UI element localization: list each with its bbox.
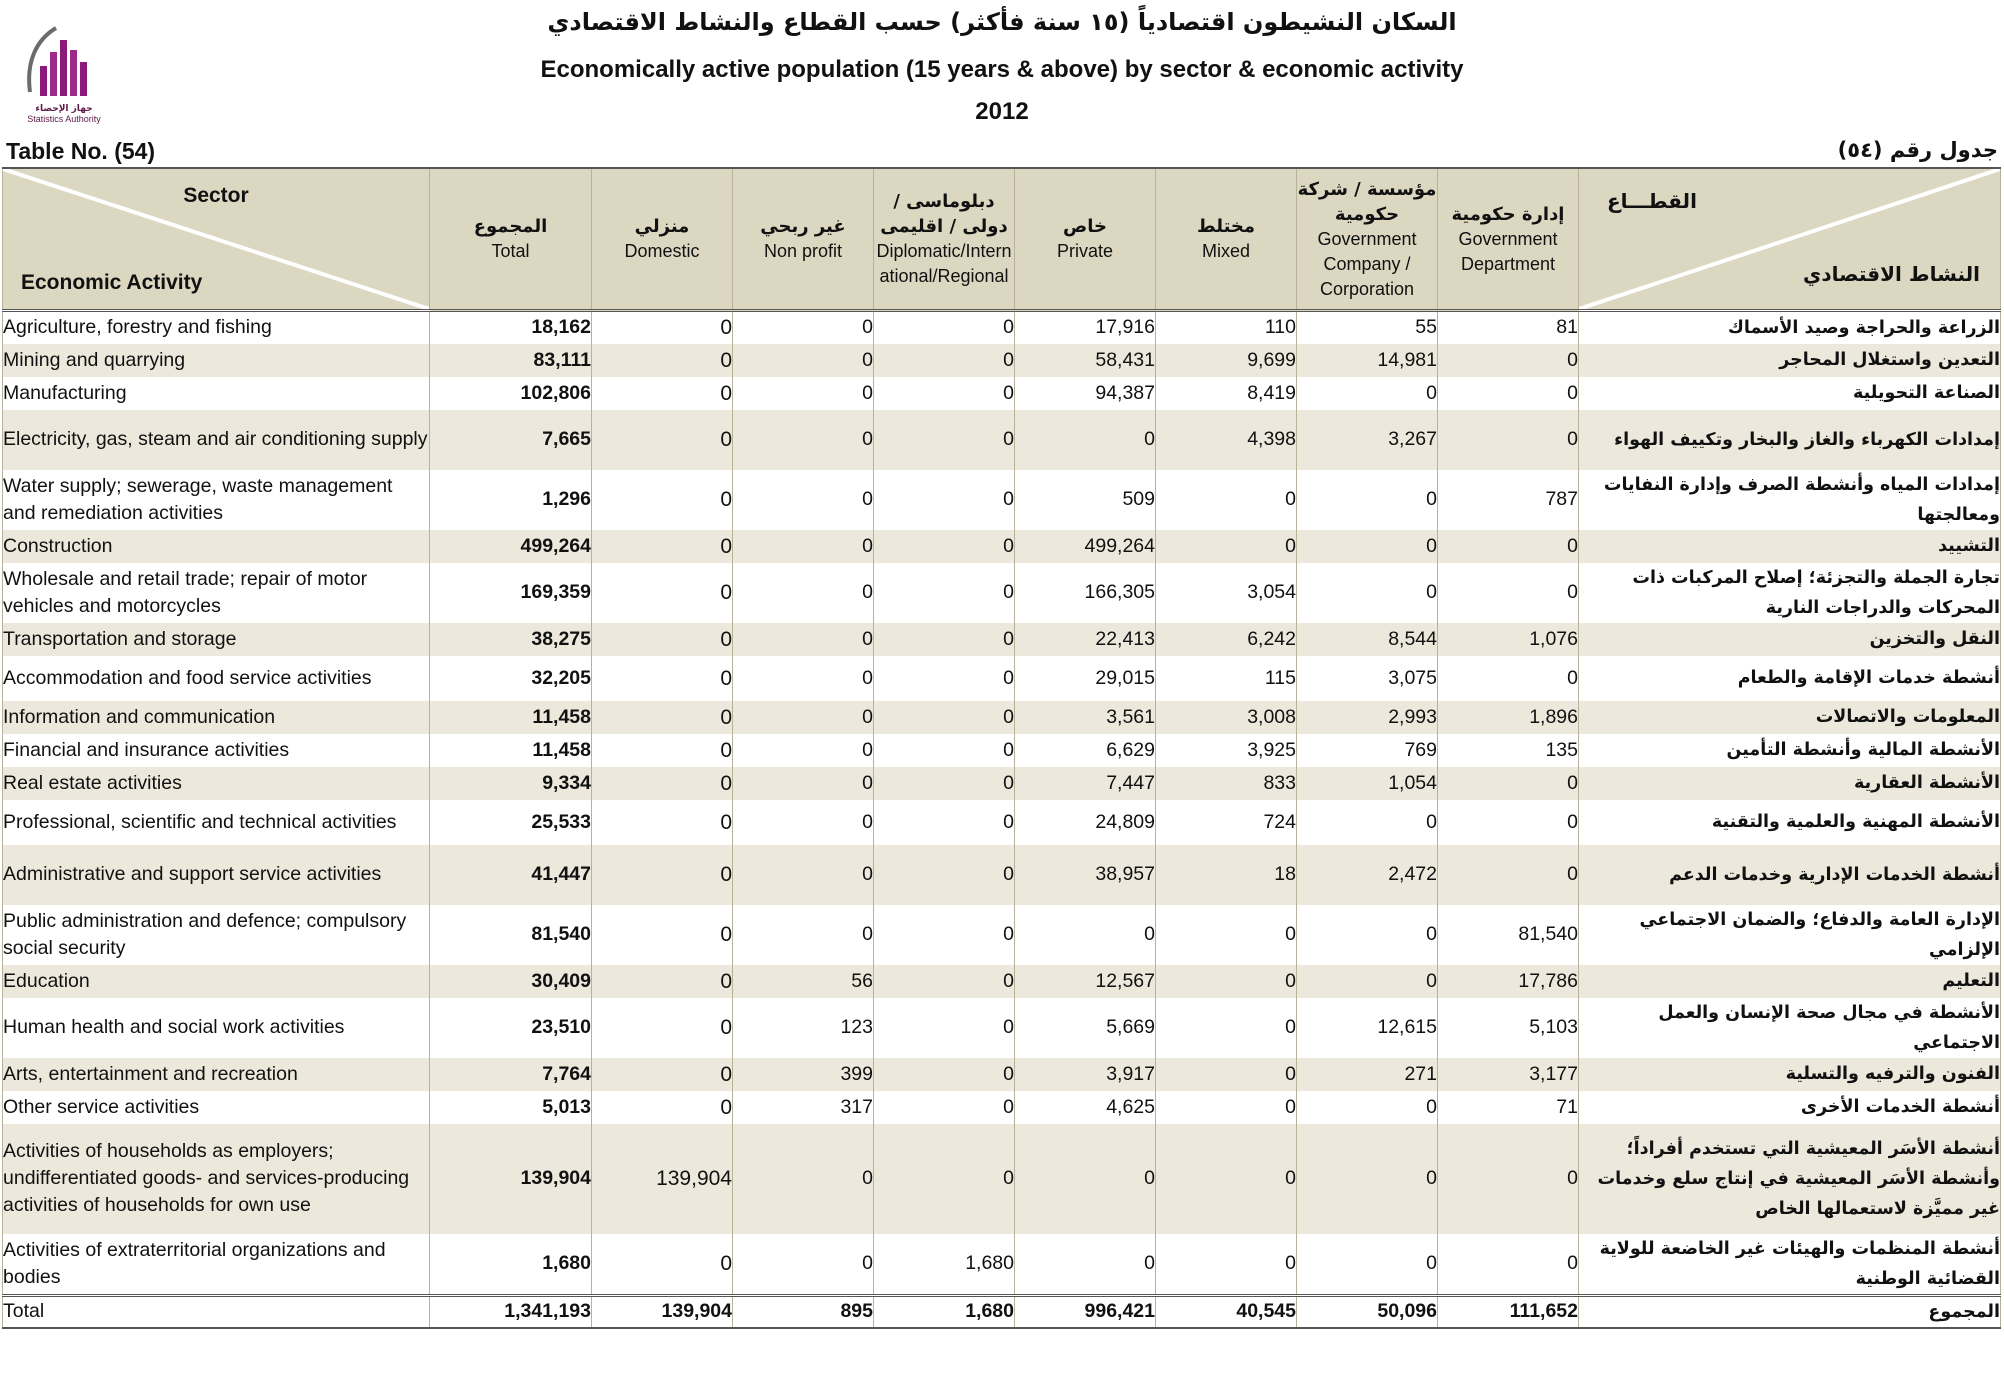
table-row bbox=[3, 767, 2001, 800]
govco-cell: 0 bbox=[1297, 1124, 1438, 1234]
govco-cell: 271 bbox=[1297, 1058, 1438, 1091]
nonprofit-column-header: غير ربحي Non profit bbox=[733, 168, 874, 311]
private-cell: 6,629 bbox=[1015, 734, 1156, 767]
table-row bbox=[3, 344, 2001, 377]
mixed-cell: 115 bbox=[1156, 656, 1297, 701]
activity-name: Public administration and defence; compulsory social security bbox=[3, 905, 430, 965]
total-govdept-cell: 111,652 bbox=[1438, 1295, 1579, 1328]
nonprofit-cell: 0 bbox=[733, 656, 874, 701]
diplomatic-cell: 0 bbox=[874, 656, 1015, 701]
table-row bbox=[3, 998, 2001, 1058]
gov-department-column-header: إدارة حكومية Government Department bbox=[1438, 168, 1579, 311]
activity-name-arabic: أنشطة خدمات الإقامة والطعام bbox=[1579, 656, 2001, 701]
diplomatic-cell: 0 bbox=[874, 734, 1015, 767]
total-label-arabic: المجموع bbox=[1579, 1295, 2001, 1328]
activity-name-arabic: النقل والتخزين bbox=[1579, 623, 2001, 656]
total-cell: 38,275 bbox=[430, 623, 592, 656]
activity-name-arabic: أنشطة المنظمات والهيئات غير الخاضعة للولاية القضائية الوطنية bbox=[1579, 1234, 2001, 1296]
sector-label: Sector bbox=[183, 184, 249, 207]
mixed-cell: 3,008 bbox=[1156, 701, 1297, 734]
table-row bbox=[3, 1091, 2001, 1124]
total-cell: 139,904 bbox=[430, 1124, 592, 1234]
activity-name: Water supply; sewerage, waste management and remediation activities bbox=[3, 470, 430, 530]
diplomatic-cell: 0 bbox=[874, 1091, 1015, 1124]
domestic-cell: 0 bbox=[592, 470, 733, 530]
mixed-cell: 0 bbox=[1156, 530, 1297, 563]
diplomatic-cell: 0 bbox=[874, 767, 1015, 800]
private-cell: 4,625 bbox=[1015, 1091, 1156, 1124]
activity-name-arabic: الأنشطة العقارية bbox=[1579, 767, 2001, 800]
mixed-cell: 8,419 bbox=[1156, 377, 1297, 410]
diplomatic-cell: 0 bbox=[874, 377, 1015, 410]
activity-name-arabic: الأنشطة المالية وأنشطة التأمين bbox=[1579, 734, 2001, 767]
private-cell: 0 bbox=[1015, 905, 1156, 965]
govdept-cell: 17,786 bbox=[1438, 965, 1579, 998]
table-row bbox=[3, 1124, 2001, 1234]
diplomatic-cell: 0 bbox=[874, 410, 1015, 470]
domestic-cell: 0 bbox=[592, 905, 733, 965]
domestic-cell: 0 bbox=[592, 845, 733, 905]
govdept-cell: 787 bbox=[1438, 470, 1579, 530]
domestic-cell: 0 bbox=[592, 1091, 733, 1124]
total-cell: 25,533 bbox=[430, 800, 592, 845]
total-cell: 32,205 bbox=[430, 656, 592, 701]
domestic-cell: 139,904 bbox=[592, 1124, 733, 1234]
header-row bbox=[3, 168, 2001, 311]
nonprofit-cell: 123 bbox=[733, 998, 874, 1058]
mixed-cell: 3,925 bbox=[1156, 734, 1297, 767]
nonprofit-cell: 0 bbox=[733, 800, 874, 845]
govdept-cell: 1,076 bbox=[1438, 623, 1579, 656]
table-number-arabic: جدول رقم (٥٤) bbox=[1837, 138, 1998, 162]
nonprofit-cell: 0 bbox=[733, 377, 874, 410]
diplomatic-cell: 0 bbox=[874, 998, 1015, 1058]
govco-cell: 2,472 bbox=[1297, 845, 1438, 905]
activity-name-arabic: الفنون والترفيه والتسلية bbox=[1579, 1058, 2001, 1091]
economic-activity-label-arabic: النشاط الاقتصادي bbox=[1803, 262, 1980, 286]
nonprofit-cell: 0 bbox=[733, 767, 874, 800]
table-row bbox=[3, 1058, 2001, 1091]
govdept-cell: 5,103 bbox=[1438, 998, 1579, 1058]
private-cell: 499,264 bbox=[1015, 530, 1156, 563]
nonprofit-cell: 0 bbox=[733, 410, 874, 470]
activity-name-arabic: الأنشطة في مجال صحة الإنسان والعمل الاجتماعي bbox=[1579, 998, 2001, 1058]
total-cell: 9,334 bbox=[430, 767, 592, 800]
activity-name: Agriculture, forestry and fishing bbox=[3, 311, 430, 344]
govco-cell: 1,054 bbox=[1297, 767, 1438, 800]
private-cell: 0 bbox=[1015, 1124, 1156, 1234]
diplomatic-cell: 0 bbox=[874, 905, 1015, 965]
total-cell: 41,447 bbox=[430, 845, 592, 905]
nonprofit-cell: 0 bbox=[733, 311, 874, 344]
domestic-cell: 0 bbox=[592, 800, 733, 845]
activity-name-arabic: تجارة الجملة والتجزئة؛ إصلاح المركبات ذات المحركات والدراجات النارية bbox=[1579, 563, 2001, 623]
activity-name: Professional, scientific and technical activities bbox=[3, 800, 430, 845]
private-cell: 12,567 bbox=[1015, 965, 1156, 998]
private-cell: 0 bbox=[1015, 1234, 1156, 1296]
activity-name-arabic: التعليم bbox=[1579, 965, 2001, 998]
govco-cell: 0 bbox=[1297, 563, 1438, 623]
activity-name: Administrative and support service activities bbox=[3, 845, 430, 905]
govdept-cell: 0 bbox=[1438, 377, 1579, 410]
private-cell: 29,015 bbox=[1015, 656, 1156, 701]
activity-name-arabic: أنشطة الأسَر المعيشية التي تستخدم أفراداً؛ وأنشطة الأسَر المعيشية في إنتاج سلع وخدمات غير مميَّزة لاستعمالها الخاص bbox=[1579, 1124, 2001, 1234]
table-row bbox=[3, 845, 2001, 905]
activity-name: Other service activities bbox=[3, 1091, 430, 1124]
mixed-cell: 18 bbox=[1156, 845, 1297, 905]
mixed-cell: 3,054 bbox=[1156, 563, 1297, 623]
total-govco-cell: 50,096 bbox=[1297, 1295, 1438, 1328]
govco-cell: 8,544 bbox=[1297, 623, 1438, 656]
domestic-cell: 0 bbox=[592, 623, 733, 656]
domestic-cell: 0 bbox=[592, 563, 733, 623]
activity-name: Arts, entertainment and recreation bbox=[3, 1058, 430, 1091]
govdept-cell: 135 bbox=[1438, 734, 1579, 767]
diplomatic-cell: 0 bbox=[874, 1124, 1015, 1234]
logo-caption: جهاز الإحصاء Statistics Authority bbox=[27, 104, 101, 124]
private-cell: 17,916 bbox=[1015, 311, 1156, 344]
private-cell: 3,561 bbox=[1015, 701, 1156, 734]
private-cell: 0 bbox=[1015, 410, 1156, 470]
diplomatic-cell: 1,680 bbox=[874, 1234, 1015, 1296]
activity-name: Construction bbox=[3, 530, 430, 563]
mixed-cell: 0 bbox=[1156, 470, 1297, 530]
total-cell: 1,296 bbox=[430, 470, 592, 530]
table-row bbox=[3, 734, 2001, 767]
nonprofit-cell: 0 bbox=[733, 734, 874, 767]
total-cell: 499,264 bbox=[430, 530, 592, 563]
diplomatic-cell: 0 bbox=[874, 965, 1015, 998]
table-row bbox=[3, 623, 2001, 656]
nonprofit-cell: 0 bbox=[733, 344, 874, 377]
govco-cell: 0 bbox=[1297, 905, 1438, 965]
diplomatic-cell: 0 bbox=[874, 800, 1015, 845]
activity-name-arabic: التعدين واستغلال المحاجر bbox=[1579, 344, 2001, 377]
activity-name: Electricity, gas, steam and air conditioning supply bbox=[3, 410, 430, 470]
activity-name: Wholesale and retail trade; repair of motor vehicles and motorcycles bbox=[3, 563, 430, 623]
total-nonprofit-cell: 895 bbox=[733, 1295, 874, 1328]
govco-cell: 0 bbox=[1297, 377, 1438, 410]
title-arabic: السكان النشيطون اقتصادياً (١٥ سنة فأكثر) حسب القطاع والنشاط الاقتصادي bbox=[547, 8, 1457, 36]
private-cell: 509 bbox=[1015, 470, 1156, 530]
domestic-cell: 0 bbox=[592, 344, 733, 377]
total-cell: 11,458 bbox=[430, 701, 592, 734]
domestic-cell: 0 bbox=[592, 530, 733, 563]
govdept-cell: 0 bbox=[1438, 767, 1579, 800]
private-cell: 166,305 bbox=[1015, 563, 1156, 623]
private-cell: 3,917 bbox=[1015, 1058, 1156, 1091]
table-row bbox=[3, 377, 2001, 410]
mixed-cell: 0 bbox=[1156, 1234, 1297, 1296]
nonprofit-cell: 317 bbox=[733, 1091, 874, 1124]
domestic-cell: 0 bbox=[592, 410, 733, 470]
diplomatic-cell: 0 bbox=[874, 845, 1015, 905]
mixed-cell: 0 bbox=[1156, 1058, 1297, 1091]
govdept-cell: 3,177 bbox=[1438, 1058, 1579, 1091]
table-row bbox=[3, 563, 2001, 623]
activity-name: Activities of households as employers; undifferentiated goods- and services-producing activities of households for own use bbox=[3, 1124, 430, 1234]
nonprofit-cell: 0 bbox=[733, 701, 874, 734]
table-row bbox=[3, 530, 2001, 563]
activity-name: Manufacturing bbox=[3, 377, 430, 410]
nonprofit-cell: 0 bbox=[733, 1234, 874, 1296]
govdept-cell: 0 bbox=[1438, 530, 1579, 563]
govdept-cell: 0 bbox=[1438, 845, 1579, 905]
govdept-cell: 1,896 bbox=[1438, 701, 1579, 734]
activity-name: Financial and insurance activities bbox=[3, 734, 430, 767]
diplomatic-cell: 0 bbox=[874, 470, 1015, 530]
activity-name: Education bbox=[3, 965, 430, 998]
total-cell: 30,409 bbox=[430, 965, 592, 998]
total-cell: 23,510 bbox=[430, 998, 592, 1058]
total-diplomatic-cell: 1,680 bbox=[874, 1295, 1015, 1328]
govco-cell: 3,075 bbox=[1297, 656, 1438, 701]
private-cell: 94,387 bbox=[1015, 377, 1156, 410]
activity-name: Real estate activities bbox=[3, 767, 430, 800]
total-mixed-cell: 40,545 bbox=[1156, 1295, 1297, 1328]
total-row bbox=[3, 1295, 2001, 1328]
mixed-cell: 0 bbox=[1156, 998, 1297, 1058]
activity-name-arabic: التشييد bbox=[1579, 530, 2001, 563]
private-cell: 22,413 bbox=[1015, 623, 1156, 656]
economic-activity-label: Economic Activity bbox=[21, 271, 203, 294]
private-cell: 58,431 bbox=[1015, 344, 1156, 377]
govco-cell: 769 bbox=[1297, 734, 1438, 767]
private-cell: 38,957 bbox=[1015, 845, 1156, 905]
total-cell: 7,665 bbox=[430, 410, 592, 470]
govco-cell: 0 bbox=[1297, 965, 1438, 998]
total-cell: 5,013 bbox=[430, 1091, 592, 1124]
sector-activity-header bbox=[3, 168, 430, 311]
total-cell: 7,764 bbox=[430, 1058, 592, 1091]
nonprofit-cell: 399 bbox=[733, 1058, 874, 1091]
activity-name: Mining and quarrying bbox=[3, 344, 430, 377]
nonprofit-cell: 0 bbox=[733, 1124, 874, 1234]
domestic-cell: 0 bbox=[592, 1234, 733, 1296]
domestic-cell: 0 bbox=[592, 311, 733, 344]
data-table bbox=[2, 167, 2001, 1329]
govdept-cell: 0 bbox=[1438, 410, 1579, 470]
private-cell: 7,447 bbox=[1015, 767, 1156, 800]
private-column-header: خاص Private bbox=[1015, 168, 1156, 311]
table-row bbox=[3, 470, 2001, 530]
title-year: 2012 bbox=[975, 98, 1029, 125]
mixed-cell: 0 bbox=[1156, 1091, 1297, 1124]
domestic-cell: 0 bbox=[592, 656, 733, 701]
activity-name-arabic: الأنشطة المهنية والعلمية والتقنية bbox=[1579, 800, 2001, 845]
diplomatic-cell: 0 bbox=[874, 344, 1015, 377]
private-cell: 24,809 bbox=[1015, 800, 1156, 845]
domestic-cell: 0 bbox=[592, 965, 733, 998]
mixed-column-header: مختلط Mixed bbox=[1156, 168, 1297, 311]
total-cell: 102,806 bbox=[430, 377, 592, 410]
activity-name: Human health and social work activities bbox=[3, 998, 430, 1058]
mixed-cell: 0 bbox=[1156, 1124, 1297, 1234]
activity-name-arabic: الصناعة التحويلية bbox=[1579, 377, 2001, 410]
table-number-english: Table No. (54) bbox=[6, 138, 156, 164]
domestic-cell: 0 bbox=[592, 767, 733, 800]
total-cell: 1,680 bbox=[430, 1234, 592, 1296]
table-row bbox=[3, 701, 2001, 734]
activity-name: Accommodation and food service activities bbox=[3, 656, 430, 701]
nonprofit-cell: 0 bbox=[733, 470, 874, 530]
govco-cell: 0 bbox=[1297, 1091, 1438, 1124]
activity-name-arabic: إمدادات الكهرباء والغاز والبخار وتكييف الهواء bbox=[1579, 410, 2001, 470]
nonprofit-cell: 0 bbox=[733, 623, 874, 656]
table-row bbox=[3, 1234, 2001, 1296]
govco-cell: 0 bbox=[1297, 1234, 1438, 1296]
diplomatic-cell: 0 bbox=[874, 530, 1015, 563]
govdept-cell: 0 bbox=[1438, 563, 1579, 623]
activity-name-arabic: المعلومات والاتصالات bbox=[1579, 701, 2001, 734]
govdept-cell: 0 bbox=[1438, 1234, 1579, 1296]
activity-name: Transportation and storage bbox=[3, 623, 430, 656]
govco-cell: 14,981 bbox=[1297, 344, 1438, 377]
nonprofit-cell: 56 bbox=[733, 965, 874, 998]
nonprofit-cell: 0 bbox=[733, 530, 874, 563]
total-cell: 11,458 bbox=[430, 734, 592, 767]
domestic-column-header: منزلي Domestic bbox=[592, 168, 733, 311]
total-cell: 169,359 bbox=[430, 563, 592, 623]
mixed-cell: 110 bbox=[1156, 311, 1297, 344]
table-row bbox=[3, 905, 2001, 965]
domestic-cell: 0 bbox=[592, 998, 733, 1058]
govdept-cell: 71 bbox=[1438, 1091, 1579, 1124]
table-row bbox=[3, 656, 2001, 701]
govdept-cell: 0 bbox=[1438, 656, 1579, 701]
mixed-cell: 0 bbox=[1156, 965, 1297, 998]
govdept-cell: 81 bbox=[1438, 311, 1579, 344]
diplomatic-cell: 0 bbox=[874, 623, 1015, 656]
domestic-cell: 0 bbox=[592, 701, 733, 734]
activity-name-arabic: أنشطة الخدمات الإدارية وخدمات الدعم bbox=[1579, 845, 2001, 905]
mixed-cell: 6,242 bbox=[1156, 623, 1297, 656]
domestic-cell: 0 bbox=[592, 1058, 733, 1091]
govco-cell: 0 bbox=[1297, 470, 1438, 530]
mixed-cell: 833 bbox=[1156, 767, 1297, 800]
diplomatic-column-header: دبلوماسى / دولى / اقليمى Diplomatic/International/Regional bbox=[874, 168, 1015, 311]
nonprofit-cell: 0 bbox=[733, 563, 874, 623]
table-row bbox=[3, 800, 2001, 845]
nonprofit-cell: 0 bbox=[733, 845, 874, 905]
gov-company-column-header: مؤسسة / شركة حكومية Government Company / Corporation bbox=[1297, 168, 1438, 311]
govco-cell: 0 bbox=[1297, 530, 1438, 563]
govco-cell: 12,615 bbox=[1297, 998, 1438, 1058]
mixed-cell: 724 bbox=[1156, 800, 1297, 845]
activity-name-arabic: الزراعة والحراجة وصيد الأسماك bbox=[1579, 311, 2001, 344]
domestic-cell: 0 bbox=[592, 734, 733, 767]
total-cell: 18,162 bbox=[430, 311, 592, 344]
table-row bbox=[3, 965, 2001, 998]
total-domestic-cell: 139,904 bbox=[592, 1295, 733, 1328]
activity-name: Activities of extraterritorial organizations and bodies bbox=[3, 1234, 430, 1296]
title-english: Economically active population (15 years & above) by sector & economic activity bbox=[540, 56, 1464, 83]
govdept-cell: 81,540 bbox=[1438, 905, 1579, 965]
table-row bbox=[3, 311, 2001, 344]
nonprofit-cell: 0 bbox=[733, 905, 874, 965]
activity-name-arabic: إمدادات المياه وأنشطة الصرف وإدارة النفايات ومعالجتها bbox=[1579, 470, 2001, 530]
govco-cell: 3,267 bbox=[1297, 410, 1438, 470]
private-cell: 5,669 bbox=[1015, 998, 1156, 1058]
total-total-cell: 1,341,193 bbox=[430, 1295, 592, 1328]
mixed-cell: 0 bbox=[1156, 905, 1297, 965]
govdept-cell: 0 bbox=[1438, 1124, 1579, 1234]
total-label: Total bbox=[3, 1295, 430, 1328]
total-cell: 81,540 bbox=[430, 905, 592, 965]
diplomatic-cell: 0 bbox=[874, 311, 1015, 344]
activity-name: Information and communication bbox=[3, 701, 430, 734]
govco-cell: 55 bbox=[1297, 311, 1438, 344]
activity-name-arabic: الإدارة العامة والدفاع؛ والضمان الاجتماعي الإلزامي bbox=[1579, 905, 2001, 965]
domestic-cell: 0 bbox=[592, 377, 733, 410]
total-private-cell: 996,421 bbox=[1015, 1295, 1156, 1328]
activity-name-arabic: أنشطة الخدمات الأخرى bbox=[1579, 1091, 2001, 1124]
mixed-cell: 9,699 bbox=[1156, 344, 1297, 377]
govdept-cell: 0 bbox=[1438, 344, 1579, 377]
diplomatic-cell: 0 bbox=[874, 1058, 1015, 1091]
govco-cell: 2,993 bbox=[1297, 701, 1438, 734]
total-column-header: المجموع Total bbox=[430, 168, 592, 311]
arabic-sector-activity-header bbox=[1579, 168, 2001, 311]
govdept-cell: 0 bbox=[1438, 800, 1579, 845]
diplomatic-cell: 0 bbox=[874, 701, 1015, 734]
sector-label-arabic: القطـــاع bbox=[1607, 189, 1697, 213]
diplomatic-cell: 0 bbox=[874, 563, 1015, 623]
total-cell: 83,111 bbox=[430, 344, 592, 377]
mixed-cell: 4,398 bbox=[1156, 410, 1297, 470]
table-row bbox=[3, 410, 2001, 470]
govco-cell: 0 bbox=[1297, 800, 1438, 845]
